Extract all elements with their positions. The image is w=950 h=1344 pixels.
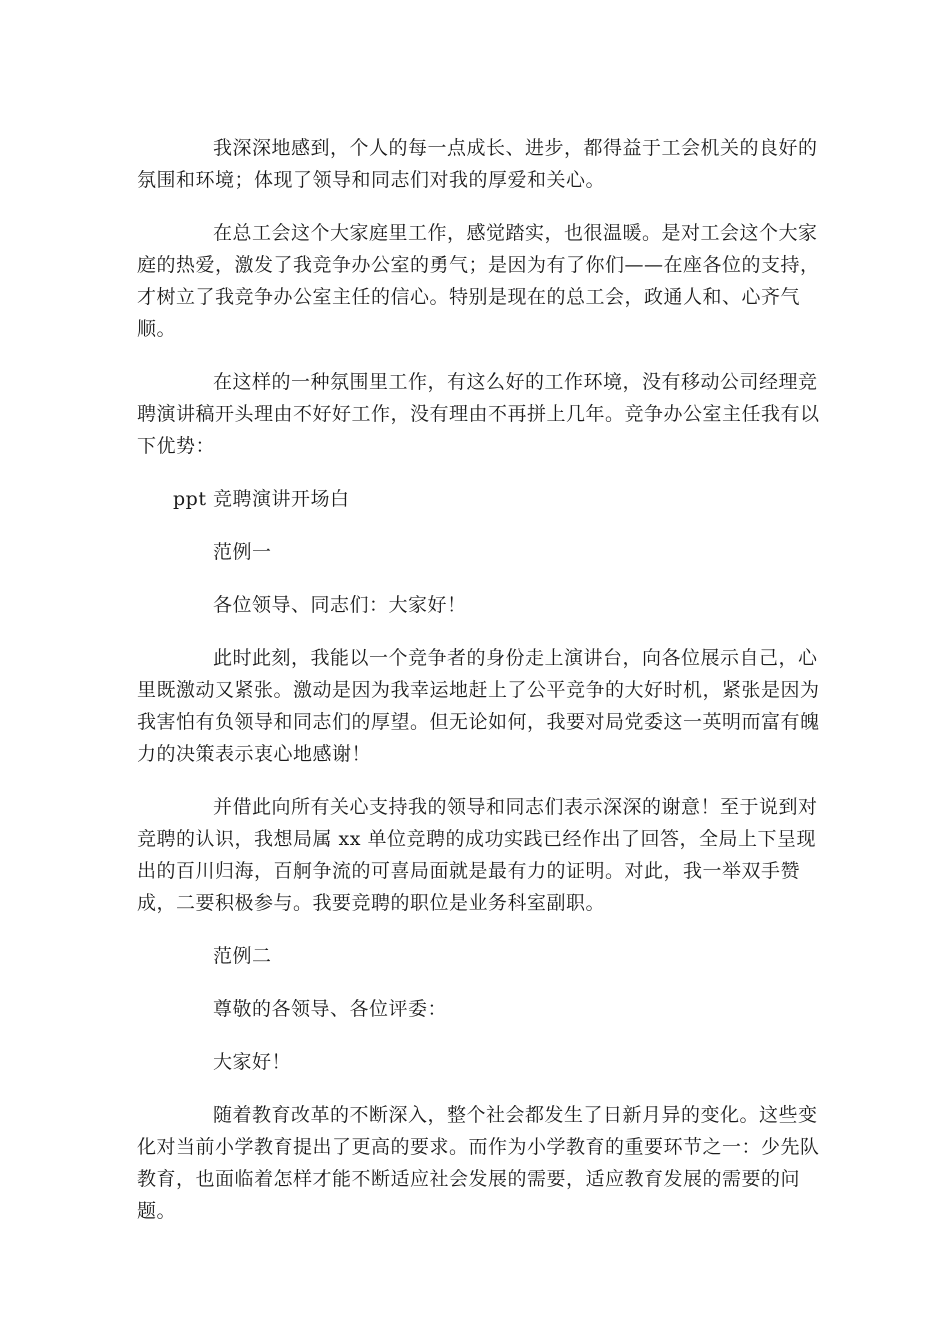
paragraph-4: 此时此刻，我能以一个竞争者的身份走上演讲台，向各位展示自己，心里既激动又紧张。激动是因为我幸运地赶上了公平竞争的大好时机，紧张是因为我害怕有负领导和同志们的厚望。但无论如何，我要对局党委这一英明而富有魄力的决策表示衷心地感谢！ bbox=[137, 647, 820, 765]
greeting-2: 大家好！ bbox=[213, 1051, 292, 1073]
paragraph-3: 在这样的一种氛围里工作，有这么好的工作环境，没有移动公司经理竞聘演讲稿开头理由不好好工作，没有理由不再拼上几年。竞争办公室主任我有以下优势： bbox=[137, 371, 820, 457]
paragraph-1: 我深深地感到，个人的每一点成长、进步，都得益于工会机关的良好的氛围和环境；体现了领导和同志们对我的厚爱和关心。 bbox=[137, 137, 818, 191]
example-two-label: 范例二 bbox=[213, 945, 272, 967]
paragraph-2: 在总工会这个大家庭里工作，感觉踏实，也很温暖。是对工会这个大家庭的热爱，激发了我竞争办公室的勇气；是因为有了你们——在座各位的支持，才树立了我竞争办公室主任的信心。特别是现在的总工会，政通人和、心齐气顺。 bbox=[137, 222, 820, 340]
example-one-label: 范例一 bbox=[213, 541, 272, 563]
paragraph-6: 随着教育改革的不断深入，整个社会都发生了日新月异的变化。这些变化对当前小学教育提出了更高的要求。而作为小学教育的重要环节之一：少先队教育，也面临着怎样才能不断适应社会发展的需要，适应教育发展的需要的问题。 bbox=[137, 1104, 820, 1222]
salutation: 尊敬的各领导、各位评委： bbox=[213, 998, 448, 1020]
greeting-1: 各位领导、同志们：大家好！ bbox=[213, 594, 467, 616]
section-heading: ppt 竞聘演讲开场白 bbox=[173, 488, 350, 510]
document-page bbox=[137, 132, 827, 1227]
paragraph-5: 并借此向所有关心支持我的领导和同志们表示深深的谢意！至于说到对竞聘的认识，我想局属 xx 单位竞聘的成功实践已经作出了回答，全局上下呈现出的百川归海，百舸争流的可喜局面就是最有力的证明。对此，我一举双手赞成，二要积极参与。我要竞聘的职位是业务科室副职。 bbox=[137, 796, 818, 914]
